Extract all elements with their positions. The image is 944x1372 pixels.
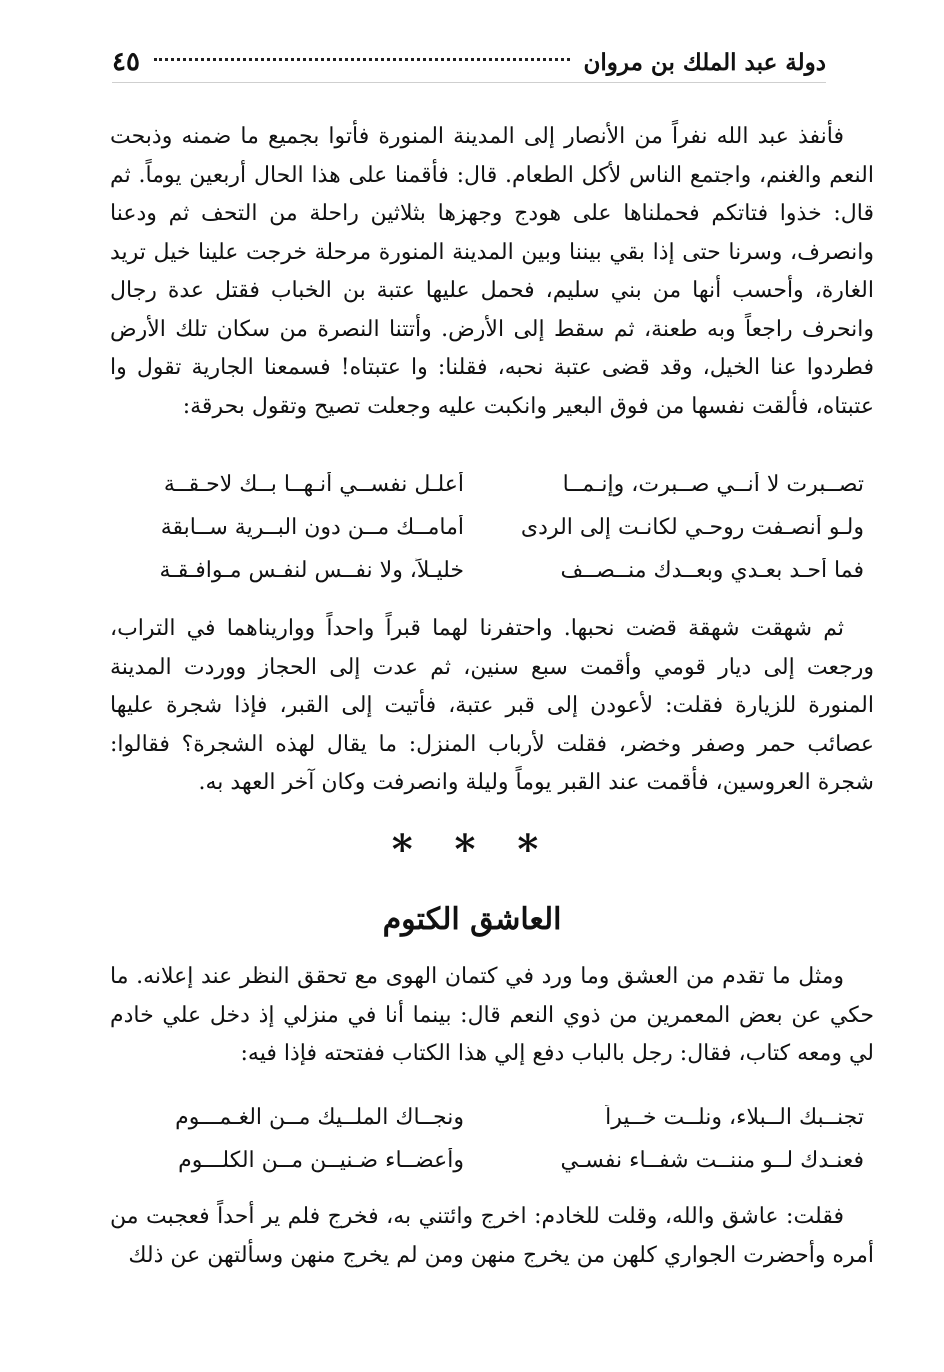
- verse-second-hemistich: ونجــاك الملــيك مــن الغـمـــوم: [175, 1105, 464, 1130]
- paragraph-text: ثم شهقت شهقة قضت نحبها. واحتفرنا لهما قبراً واحداً وواريناهما في التراب، ورجعت إلى ديار قومي وأقمت سبع سنين، ثم عدت إلى الحجاز ووردت المدينة المنورة للزيارة فقلت: لأعودن إلى قبر عتبة، فأتيت إلى القبر، فإذا شجرة عليها عصائب حمر وصفر وخضر، فقلت لأرباب المنزل: ما يقال لهذه الشجرة؟ فقالوا: شجرة العروسين، فأقمت عند القبر يوماً وليلة وانصرفت وكان آخر العهد به.: [110, 616, 874, 795]
- section-title: العاشق الكتوم: [382, 902, 562, 937]
- section-paragraph-1: [110, 958, 874, 1074]
- story-paragraph-2: [110, 610, 874, 803]
- verse-line: [120, 1139, 864, 1182]
- dotted-leader: [154, 58, 570, 61]
- verse-line: [120, 506, 864, 549]
- verse-first-hemistich: تجنــبك الــبلاء، ونلــت خــيراً: [605, 1105, 864, 1130]
- section-paragraph-2: [110, 1198, 874, 1275]
- verse-first-hemistich: فما أحـد بعـدي وبعــدك منــصــف: [560, 558, 864, 583]
- verse-second-hemistich: أعلـل نفســي أنـهــا بــك لاحـقــة: [163, 472, 464, 497]
- running-title: دولة عبد الملك بن مروان: [583, 48, 826, 76]
- section-separator: * * *: [391, 826, 553, 873]
- verse-first-hemistich: تصــبرت لا أنــي صــبرت، وإنـمــا: [562, 472, 864, 497]
- verse-line: [120, 549, 864, 592]
- page-header: [112, 42, 826, 83]
- paragraph-text: ومثل ما تقدم من العشق وما ورد في كتمان الهوى مع تحقق النظر عند إعلانه. ما حكي عن بعض المعمرين من ذوي النعم قال: بينما أنا في منزلي إذ دخل علي خادم لي ومعه كتاب، فقال: رجل بالباب دفع إلي هذا الكتاب ففتحته فإذا فيه:: [110, 964, 874, 1066]
- poem-2: [120, 1096, 864, 1182]
- page-number: ٤٥: [112, 47, 140, 77]
- verse-second-hemistich: وأعضــاء ضـنيــن مــن الكلـــوم: [178, 1148, 464, 1173]
- poem-1: [120, 463, 864, 592]
- verse-line: [120, 1096, 864, 1139]
- verse-line: [120, 463, 864, 506]
- paragraph-text: فأنفذ عبد الله نفراً من الأنصار إلى المدينة المنورة فأتوا بجميع ما ضمنه وذبحت النعم والغنم، واجتمع الناس لأكل الطعام. قال: فأقمنا على هذا الحال أربعين يوماً. ثم قال: خذوا فتاتكم فحملناها على هودج وجهزها بثلاثين راحلة من التحف ثم ودعنا وانصرف، وسرنا حتى إذا بقي بيننا وبين المدينة المنورة مرحلة خرجت علينا خيل تريد الغارة، وأحسب أنها من بني سليم، فحمل عليها عتبة بن الخباب فقتل عدة رجال وانحرف راجعاً وبه طعنة، ثم سقط إلى الأرض. وأتتنا النصرة من سكان تلك الأرض فطردوا عنا الخيل، وقد قضى عتبة نحبه، فقلنا: وا عتبتاه! فسمعنا الجارية تقول وا عتبتاه، فألقت نفسها من فوق البعير وانكبت عليه وجعلت تصيح وتقول بحرقة:: [110, 124, 874, 419]
- verse-first-hemistich: فعنـدك لــو مننــت شفــاء نفسـي: [560, 1148, 864, 1173]
- verse-first-hemistich: ولـو أنصـفت روحـي لكانـت إلى الردى: [520, 515, 864, 540]
- verse-second-hemistich: خليـلاً، ولا نفــس لنفـس مـوافـقـة: [159, 558, 464, 583]
- paragraph-text: فقلت: عاشق والله، وقلت للخادم: اخرج وائتني به، فخرج فلم ير أحداً فعجبت من أمره وأحضرت الجواري كلهن من يخرج منهن ومن لم يخرج منهن وسألتهن عن ذلك: [110, 1204, 874, 1268]
- verse-second-hemistich: أمامــك مــن دون البــرية ســابقة: [160, 515, 464, 540]
- story-paragraph-1: [110, 118, 874, 426]
